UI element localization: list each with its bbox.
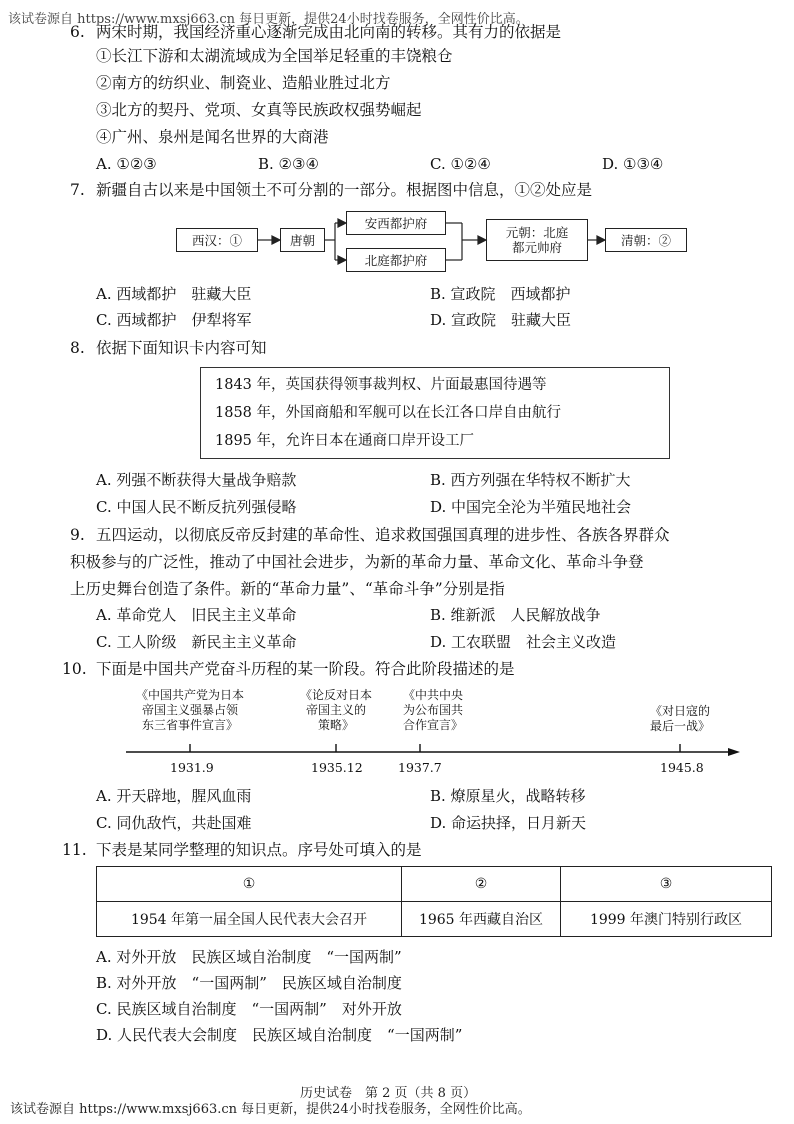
question-8-option-d[interactable]: D. 中国完全沦为半殖民地社会 — [430, 498, 632, 516]
table-header-cell-2: ② — [402, 867, 561, 902]
timeline-event-3-text: 《中共中央 为公布国共 合作宣言》 — [402, 688, 463, 732]
question-6-item-4: ④广州、泉州是闻名世界的大商港 — [96, 128, 329, 146]
question-11-option-a[interactable]: A. 对外开放 民族区域自治制度 “一国两制” — [96, 948, 402, 966]
question-10-stem: 下面是中国共产党奋斗历程的某一阶段。符合此阶段描述的是 — [96, 660, 515, 678]
timeline-date-1: 1931.9 — [170, 760, 214, 775]
question-9-stem-line-2: 积极参与的广泛性，推动了中国社会进步，为新的革命力量、革命文化、革命斗争登 — [70, 553, 644, 571]
timeline-date-4: 1945.8 — [660, 760, 704, 775]
question-9-option-c[interactable]: C. 工人阶级 新民主主义革命 — [96, 633, 297, 651]
question-7-option-b[interactable]: B. 宣政院 西域都护 — [430, 285, 571, 303]
header-source-text: 该试卷源自 https://www.mxsj663.cn 每日更新，提供24小时找卷服务，全网性价比高。 — [8, 12, 529, 27]
question-9-option-b[interactable]: B. 维新派 人民解放战争 — [430, 606, 601, 624]
flow-box-xihan: 西汉：① — [176, 228, 258, 252]
table-header-cell-3: ③ — [561, 867, 772, 902]
question-11-option-b[interactable]: B. 对外开放 “一国两制” 民族区域自治制度 — [96, 974, 402, 992]
table-cell-3: 1999 年澳门特别行政区 — [561, 902, 772, 937]
question-11-option-c[interactable]: C. 民族区域自治制度 “一国两制” 对外开放 — [96, 1000, 402, 1018]
question-10-number: 10. — [62, 660, 87, 678]
question-11-number: 11. — [62, 841, 87, 859]
knowledge-card-line-1: 1843 年，英国获得领事裁判权、片面最惠国待遇等 — [215, 377, 547, 393]
question-11-stem: 下表是某同学整理的知识点。序号处可填入的是 — [96, 841, 422, 859]
question-11-option-d[interactable]: D. 人民代表大会制度 民族区域自治制度 “一国两制” — [96, 1026, 463, 1044]
question-6-number: 6. — [70, 23, 85, 41]
question-8-stem: 依据下面知识卡内容可知 — [96, 339, 267, 357]
question-8-option-c[interactable]: C. 中国人民不断反抗列强侵略 — [96, 498, 297, 516]
question-6-item-1: ①长江下游和太湖流域成为全国举足轻重的丰饶粮仓 — [96, 47, 453, 65]
table-cell-2: 1965 年西藏自治区 — [402, 902, 561, 937]
question-6-option-a[interactable]: A. ①②③ — [96, 155, 157, 173]
question-9-stem-line-1: 五四运动，以彻底反帝反封建的革命性、追求救国强国真理的进步性、各族各界群众 — [96, 526, 670, 544]
question-6-item-2: ②南方的纺织业、制瓷业、造船业胜过北方 — [96, 74, 391, 92]
question-7-option-a[interactable]: A. 西域都护 驻藏大臣 — [96, 285, 252, 303]
question-7-stem: 新疆自古以来是中国领土不可分割的一部分。根据图中信息，①②处应是 — [96, 181, 593, 199]
flow-box-qing: 清朝：② — [605, 228, 687, 252]
question-6-item-3: ③北方的契丹、党项、女真等民族政权强势崛起 — [96, 101, 422, 119]
footer-source-text: 该试卷源自 https://www.mxsj663.cn 每日更新，提供24小时找卷服务，全网性价比高。 — [10, 1102, 531, 1117]
knowledge-card-line-2: 1858 年，外国商船和军舰可以在长江各口岸自由航行 — [215, 405, 562, 421]
table-row — [97, 902, 772, 937]
question-6-option-c[interactable]: C. ①②④ — [430, 155, 491, 173]
question-9-option-a[interactable]: A. 革命党人 旧民主主义革命 — [96, 606, 297, 624]
question-9-option-d[interactable]: D. 工农联盟 社会主义改造 — [430, 633, 617, 651]
question-10-option-c[interactable]: C. 同仇敌忾，共赴国难 — [96, 814, 252, 832]
question-6-option-b[interactable]: B. ②③④ — [258, 155, 319, 173]
question-7-option-d[interactable]: D. 宣政院 驻藏大臣 — [430, 311, 572, 329]
question-7-number: 7. — [70, 181, 85, 199]
question-6-stem: 两宋时期，我国经济重心逐渐完成由北向南的转移。其有力的依据是 — [96, 23, 562, 41]
question-9-stem-line-3: 上历史舞台创造了条件。新的“革命力量”、“革命斗争”分别是指 — [70, 580, 505, 598]
timeline-date-2: 1935.12 — [311, 760, 363, 775]
question-8-option-b[interactable]: B. 西方列强在华特权不断扩大 — [430, 471, 631, 489]
flow-box-tang: 唐朝 — [280, 228, 325, 252]
flow-box-yuan: 元朝：北庭 都元帅府 — [486, 219, 588, 261]
question-10-option-b[interactable]: B. 燎原星火，战略转移 — [430, 787, 586, 805]
question-10-option-d[interactable]: D. 命运抉择，日月新天 — [430, 814, 587, 832]
question-8-number: 8. — [70, 339, 85, 357]
timeline-event-1-text: 《中国共产党为日本 帝国主义强暴占领 东三省事件宣言》 — [135, 688, 244, 732]
table-header-row — [97, 867, 772, 902]
question-10-option-a[interactable]: A. 开天辟地，腥风血雨 — [96, 787, 252, 805]
flow-box-anxi: 安西都护府 — [346, 211, 446, 235]
knowledge-card-line-3: 1895 年，允许日本在通商口岸开设工厂 — [215, 433, 475, 449]
table-header-cell-1: ① — [97, 867, 402, 902]
table-cell-1: 1954 年第一届全国人民代表大会召开 — [97, 902, 402, 937]
footer-page-number: 历史试卷 第 2 页（共 8 页） — [300, 1086, 477, 1101]
timeline-event-2-text: 《论反对日本 帝国主义的 策略》 — [299, 688, 372, 732]
question-9-number: 9. — [70, 526, 85, 544]
question-8-option-a[interactable]: A. 列强不断获得大量战争赔款 — [96, 471, 297, 489]
question-11-table — [96, 866, 772, 937]
question-7-option-c[interactable]: C. 西域都护 伊犁将军 — [96, 311, 252, 329]
flow-box-beiting: 北庭都护府 — [346, 248, 446, 272]
timeline-event-4-text: 《对日寇的 最后一战》 — [649, 704, 710, 733]
question-6-option-d[interactable]: D. ①③④ — [602, 155, 664, 173]
timeline-date-3: 1937.7 — [398, 760, 442, 775]
